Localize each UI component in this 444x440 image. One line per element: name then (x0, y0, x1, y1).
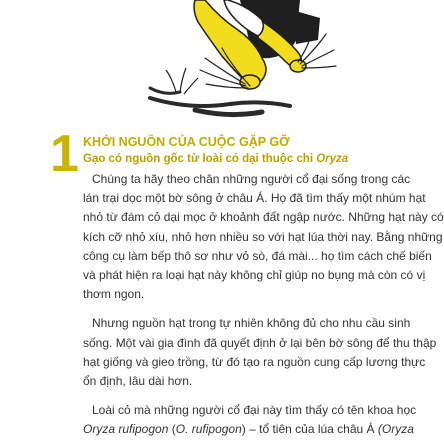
figure-robe-icon (292, 10, 320, 44)
ground-stroke-icon (150, 98, 290, 106)
paragraph-line: Oryza rufipogon (O. rufipogon) – tổ tiên của lúa châu Á (Oryza (83, 422, 414, 437)
paragraph-3 (83, 401, 417, 439)
rice-harvester-illustration (0, 0, 400, 130)
grass-clump-icon (166, 68, 198, 94)
species-name: Oryza rufipogon (83, 422, 169, 437)
chapter-subtitle-prefix: Gạo có nguồn gốc từ loài cỏ dại thuộc chi (83, 153, 317, 165)
chapter-subtitle (83, 152, 348, 166)
paragraph-line: sống. Một vài gia đình đã quyết định ở lại bên bờ sông để thu thập (83, 335, 437, 350)
species-abbr: O. rufipogon (175, 422, 242, 437)
body-text (83, 170, 444, 440)
paragraph-1 (83, 170, 444, 304)
paragraph-line: Chúng ta hãy theo chân những người cổ đại sống trong các (92, 172, 411, 186)
paragraph-line: ổn định, lâu dài hơn. (83, 374, 193, 389)
paragraph-2 (83, 314, 437, 391)
paragraph-line: Loài cỏ mà những người cổ đại này tìm thấy có tên khoa học (92, 403, 417, 418)
ground-stroke-icon (195, 110, 262, 115)
chapter-subtitle-genus: Oryza (316, 153, 349, 165)
paragraph-line: hạt giống và gieo trồng, từ đó tạo ra nguồn cung cấp lương thực (83, 354, 426, 369)
chapter-number: 1 (50, 125, 77, 183)
paragraph-line: thơm ngon. (83, 287, 145, 302)
paragraph-line: công cụ làm bếp thô sơ như vỏ sò, đá mài... họ tìm cách chế biến (83, 248, 432, 263)
paragraph-line: nhỏ từ đám cỏ dại mọc ở khoảnh đất ngập nước. Những hạt này có (83, 210, 444, 225)
paragraph-line: kích cỡ nhỏ xíu, nhỏ hơn nhiều so với hạt lúa thời nay. Bằng những (83, 229, 443, 244)
paragraph-line: và phát hiện ra loại hạt này không chỉ giúp no bụng mà còn có vị (83, 268, 426, 283)
paragraph-line: lán trại dọc một bờ sông ở châu Á. Họ đã tìm thấy một nhúm hạt (83, 191, 426, 206)
species-tail: (Oryza (377, 422, 414, 437)
species-rest: – tổ tiên của lúa châu Á (245, 422, 378, 437)
chapter-title: KHỞI NGUỒN CỦA CUỘC GẶP GỠ (83, 135, 290, 149)
paragraph-line: Nhưng nguồn hạt trong tự nhiên không đủ cho nhu cầu sinh (92, 316, 411, 331)
